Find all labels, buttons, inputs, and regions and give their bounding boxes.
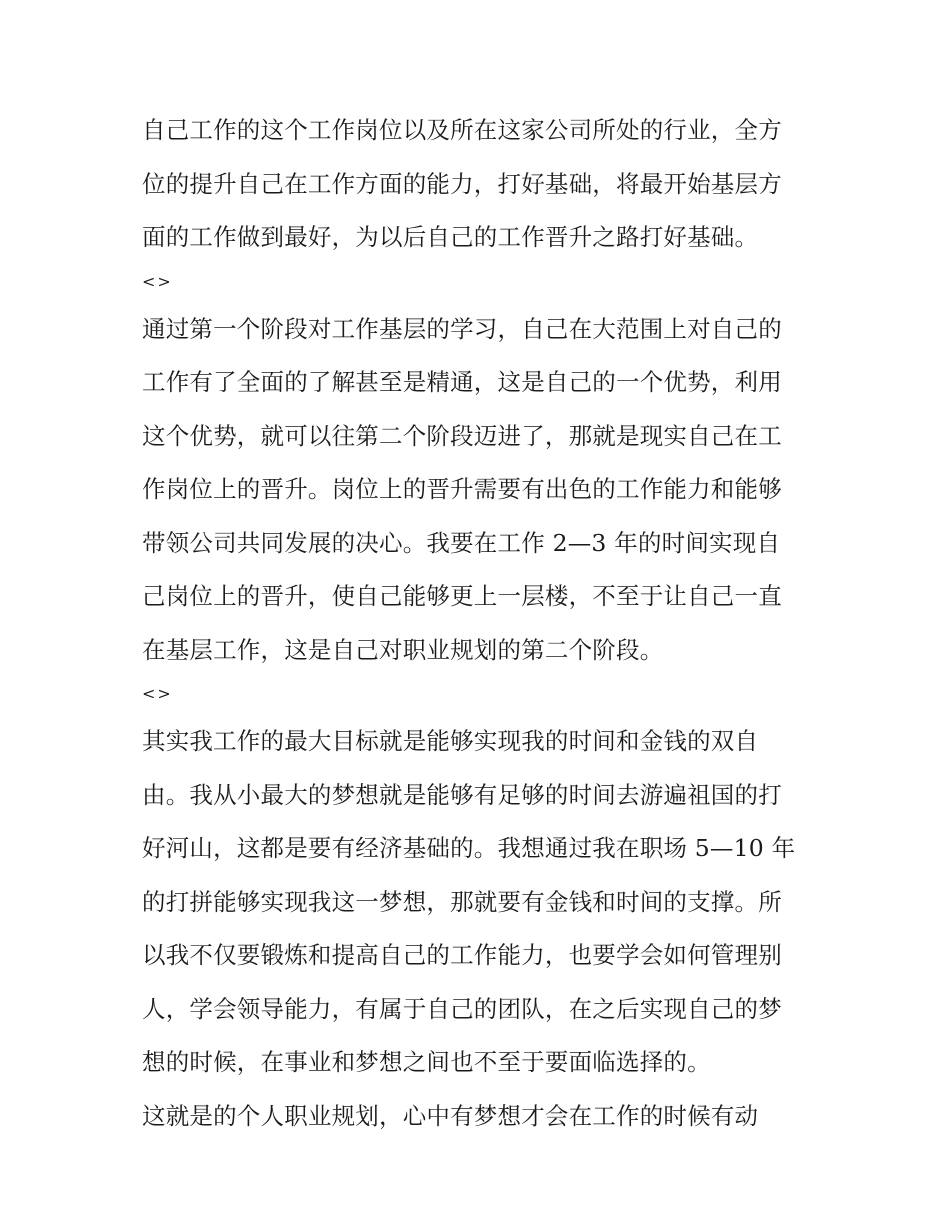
text-line: 的打拼能够实现我这一梦想，那就要有金钱和时间的支撑。所 <box>142 887 782 916</box>
text-line: 这就是的个人职业规划，心中有梦想才会在工作的时候有动 <box>142 1101 759 1130</box>
text-line: 己岗位上的晋升，使自己能够更上一层楼，不至于让自己一直 <box>142 582 782 610</box>
text-line: 作岗位上的晋升。岗位上的晋升需要有出色的工作能力和能够 <box>142 475 782 503</box>
text-line: 在基层工作，这是自己对职业规划的第二个阶段。 <box>142 635 664 664</box>
text-line: 想的时候，在事业和梦想之间也不至于要面临选择的。 <box>142 1048 711 1076</box>
text-line: 通过第一个阶段对工作基层的学习，自己在大范围上对自己的 <box>142 314 782 343</box>
text-line: 人，学会领导能力，有属于自己的团队，在之后实现自己的梦 <box>142 994 782 1023</box>
text-line: 位的提升自己在工作方面的能力，打好基础，将最开始基层方 <box>142 169 782 198</box>
text-line: 好河山，这都是要有经济基础的。我想通过我在职场 5—10 年 <box>142 834 796 862</box>
document-body <box>142 108 822 1147</box>
text-line: 工作有了全面的了解甚至是精通，这是自己的一个优势，利用 <box>142 368 782 396</box>
text-line: 由。我从小最大的梦想就是能够有足够的时间去游遍祖国的打 <box>142 780 782 809</box>
text-line: 以我不仅要锻炼和提高自己的工作能力，也要学会如何管理别 <box>142 941 782 969</box>
text-line: 其实我工作的最大目标就是能够实现我的时间和金钱的双自 <box>142 727 759 755</box>
text-line: 带领公司共同发展的决心。我要在工作 2—3 年的时间实现自 <box>142 528 781 557</box>
section-separator: <> <box>142 684 173 703</box>
section-separator: <> <box>142 271 173 291</box>
text-line: 面的工作做到最好，为以后自己的工作晋升之路打好基础。 <box>142 223 759 251</box>
text-line: 自己工作的这个工作岗位以及所在这家公司所处的行业，全方 <box>142 116 782 144</box>
text-line: 这个优势，就可以往第二个阶段迈进了，那就是现实自己在工 <box>142 421 782 450</box>
